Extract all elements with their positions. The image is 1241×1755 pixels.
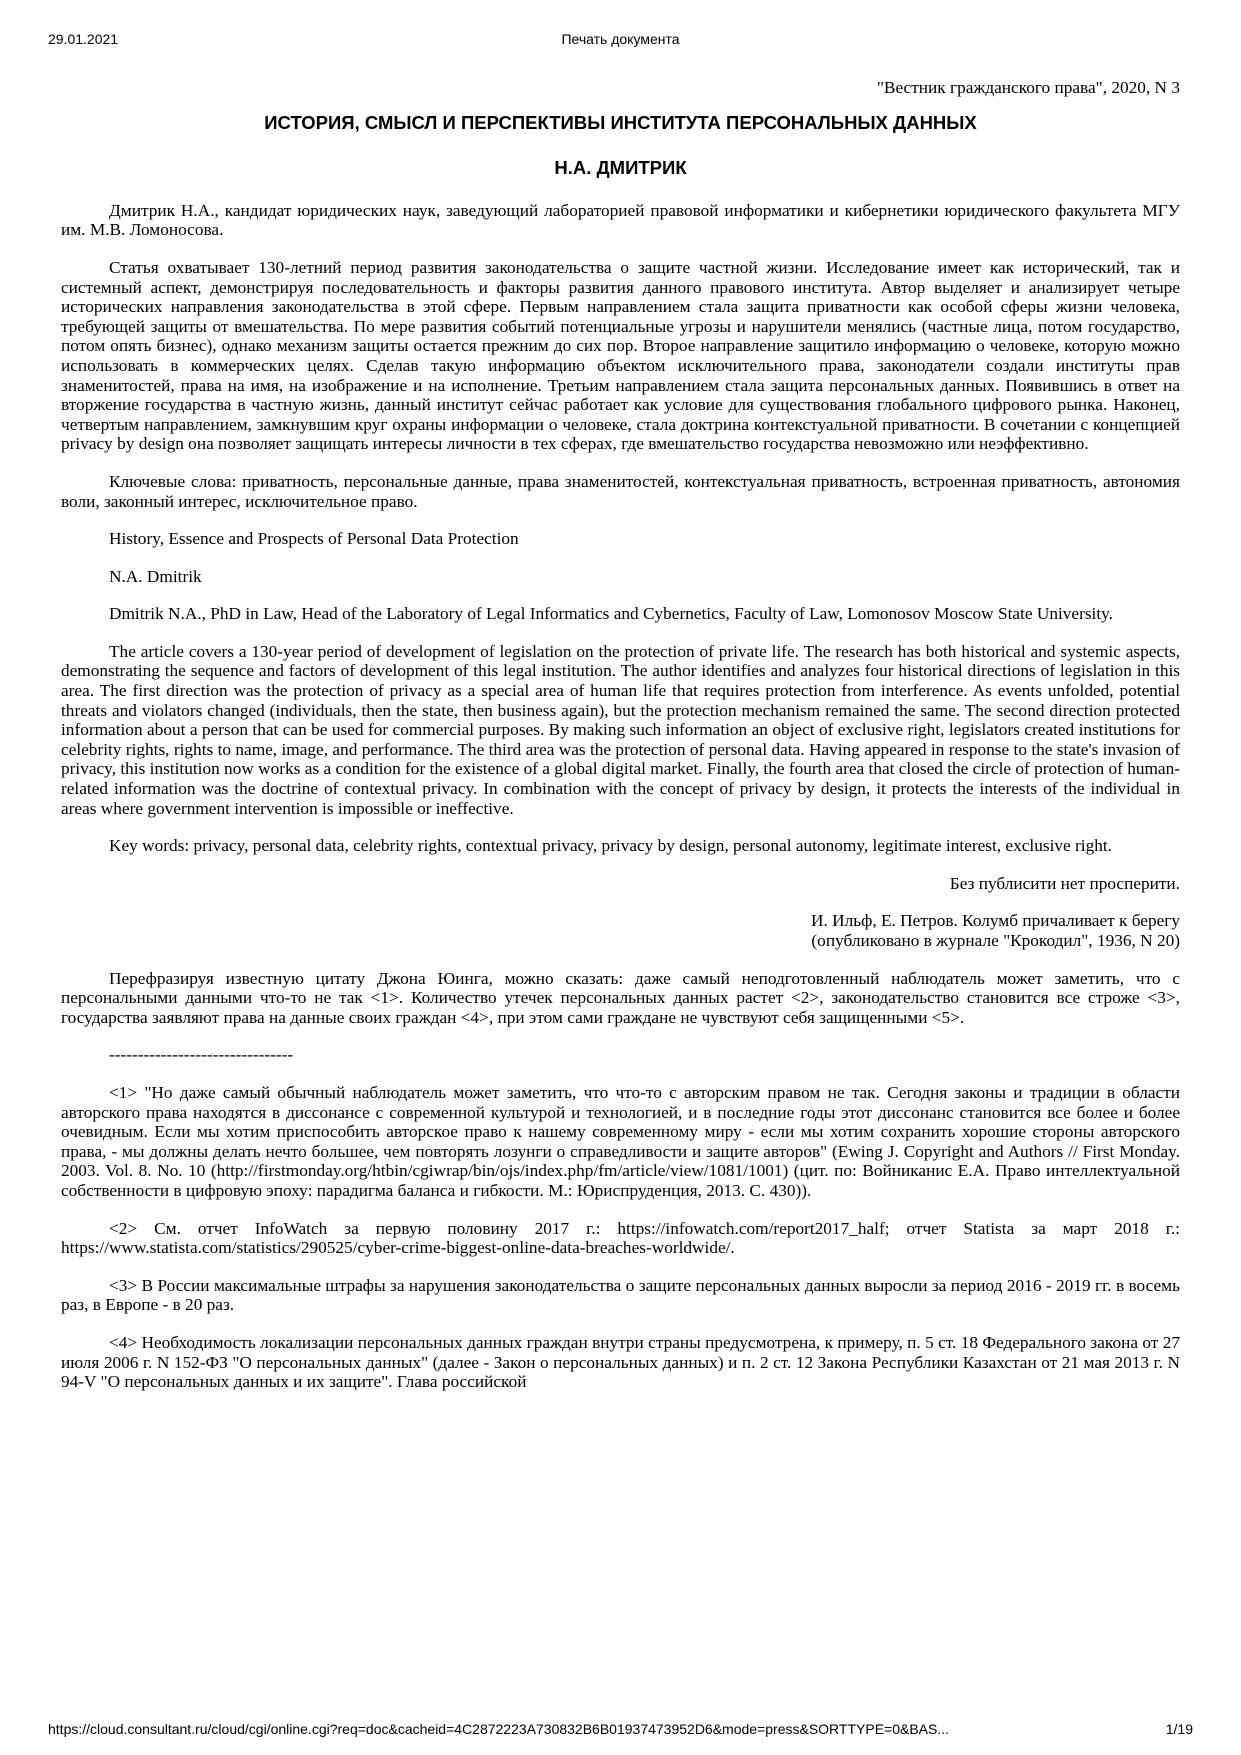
author-info-ru: Дмитрик Н.А., кандидат юридических наук, заведующий лабораторией правовой информатики и кибернетики юридического факультета МГУ им. М.В. Ломоносова. — [61, 200, 1180, 240]
keywords-en: Key words: privacy, personal data, celebrity rights, contextual privacy, privacy by design, personal autonomy, legitimate interest, exclusive right. — [109, 836, 1112, 856]
print-footer-url: https://cloud.consultant.ru/cloud/cgi/online.cgi?req=doc&cacheid=4C2872223A730832B6B01937473952D6&mode=press&SORTTYPE=0&BAS... — [48, 1721, 950, 1737]
footnote-2: <2> См. отчет InfoWatch за первую половину 2017 г.: https://infowatch.com/report2017_half; отчет Statista за март 2018 г.: https://www.statista.com/statistics/290525/cyber-crime-biggest-online-data-breaches-worldwide/. — [61, 1218, 1180, 1258]
title-en: History, Essence and Prospects of Personal Data Protection — [109, 529, 519, 549]
keywords-ru: Ключевые слова: приватность, персональные данные, права знаменитостей, контекстуальная приватность, встроенная приватность, автономия воли, законный интерес, исключительное право. — [61, 471, 1180, 511]
footnote-4: <4> Необходимость локализации персональных данных граждан внутри страны предусмотрена, к примеру, п. 5 ст. 18 Федерального закона от 27 июля 2006 г. N 152-ФЗ "О персональных данных" (далее - Закон о персональных данных) и п. 2 ст. 12 Закона Республики Казахстан от 21 мая 2013 г. N 94-V "О персональных данных и их защите". Глава российской — [61, 1332, 1180, 1392]
print-header-title: Печать документа — [561, 31, 680, 47]
abstract-en: The article covers a 130-year period of development of legislation on the protection of private life. The research has both historical and systemic aspects, demonstrating the sequence and factors of development of this legal institution. The author identifies and analyzes four historical directions of legislation in this area. The first direction was the protection of privacy as a special area of human life that requires protection from interference. As events unfolded, potential threats and violators changed (individuals, then the state, then business again), but the protection mechanism remained the same. The second direction protected information about a person that can be used for commercial purposes. By making such information an object of exclusive right, legislators created institutions for celebrity rights, rights to name, image, and performance. The third area was the protection of personal data. Having appeared in response to the state's invasion of privacy, this institution now works as a condition for the existence of a global digital market. Finally, the fourth area that closed the circle of protection of human-related information was the doctrine of contextual privacy. In combination with the concept of privacy by design, it protects the interests of the individual in areas where government intervention is impossible or ineffective. — [61, 641, 1180, 818]
author-en: N.A. Dmitrik — [109, 566, 202, 586]
source-citation: "Вестник гражданского права", 2020, N 3 — [876, 78, 1180, 97]
epigraph-source-line-1: И. Ильф, Е. Петров. Колумб причаливает к берегу — [811, 911, 1180, 931]
footnote-separator: -------------------------------- — [109, 1045, 294, 1065]
page-number: 1/19 — [1165, 1721, 1193, 1737]
epigraph-quote: Без публисити нет просперити. — [949, 873, 1180, 893]
abstract-ru: Статья охватывает 130-летний период развития законодательства о защите частной жизни. Исследование имеет как исторический, так и системный аспект, демонстрируя последовательность и факторы развития данного правового института. Автор выделяет и анализирует четыре исторических направления законодательства в этой сфере. Первым направлением стала защита приватности как особой сферы жизни человека, требующей защиты от вмешательства. По мере развития событий потенциальные угрозы и нарушители менялись (частные лица, потом государство, потом опять бизнес), однако механизм защиты остается прежним до сих пор. Второе направление защитило информацию о человеке, которую можно использовать в коммерческих целях. Сделав такую информацию объектом исключительного права, законодатели создали институты прав знаменитостей, права на имя, на изображение и на исполнение. Третьим направлением стала защита персональных данных. Появившись в ответ на вторжение государства в частную жизнь, данный институт сейчас работает как условие для существования глобального цифрового рынка. Наконец, четвертым направлением, замкнувшим круг охраны информации о человеке, стала доктрина контекстуальной приватности. В сочетании с концепцией privacy by design она позволяет защищать интересы личности в тех сферах, где вмешательство государства невозможно или неэффективно. — [61, 257, 1180, 454]
body-paragraph: Перефразируя известную цитату Джона Юинга, можно сказать: даже самый неподготовленный наблюдатель может заметить, что с персональными данными что-то не так <1>. Количество утечек персональных данных растет <2>, законодательство становится все строже <3>, государства заявляют права на данные своих граждан <4>, при этом сами граждане не чувствуют себя защищенными <5>. — [61, 968, 1180, 1027]
footnote-3: <3> В России максимальные штрафы за нарушения законодательства о защите персональных данных выросли за период 2016 - 2019 гг. в восемь раз, в Европе - в 20 раз. — [61, 1275, 1180, 1315]
author-info-en: Dmitrik N.A., PhD in Law, Head of the Laboratory of Legal Informatics and Cybernetics, Faculty of Law, Lomonosov Moscow State University. — [109, 604, 1113, 624]
article-author: Н.А. ДМИТРИК — [554, 157, 687, 179]
footnote-1: <1> "Но даже самый обычный наблюдатель может заметить, что что-то с авторским правом не так. Сегодня законы и традиции в области авторского права находятся в диссонансе с современной культурой и технологией, и в последние годы этот диссонанс становится все более и более очевидным. Если мы хотим приспособить авторское право к нашему современному миру - если мы хотим сохранить хорошие стороны авторского права, - мы должны делать нечто большее, чем повторять лозунги о справедливости и защите авторов" (Ewing J. Copyright and Authors // First Monday. 2003. Vol. 8. No. 10 (http://firstmonday.org/htbin/cgiwrap/bin/ojs/index.php/fm/article/view/1081/1001) (цит. по: Войниканис Е.А. Право интеллектуальной собственности в цифровую эпоху: парадигма баланса и гибкости. М.: Юриспруденция, 2013. С. 430)). — [61, 1082, 1180, 1200]
print-date: 29.01.2021 — [48, 31, 119, 47]
epigraph-source-line-2: (опубликовано в журнале "Крокодил", 1936, N 20) — [811, 931, 1180, 950]
document-body — [61, 78, 1180, 1392]
article-title: ИСТОРИЯ, СМЫСЛ И ПЕРСПЕКТИВЫ ИНСТИТУТА ПЕРСОНАЛЬНЫХ ДАННЫХ — [264, 111, 977, 133]
